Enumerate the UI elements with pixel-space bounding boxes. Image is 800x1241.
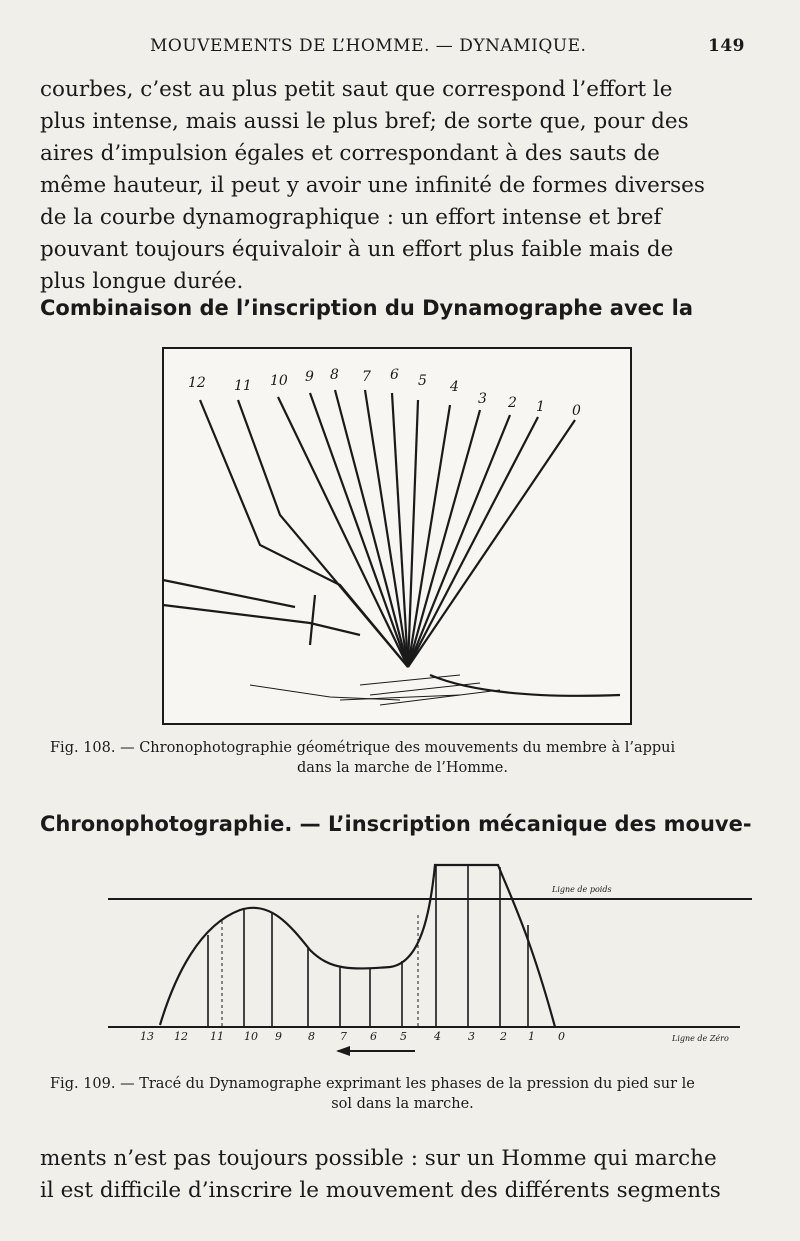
fig108-label: 10 bbox=[270, 373, 288, 389]
fig108-label: 4 bbox=[450, 379, 459, 395]
fig109-axis-label: 1 bbox=[528, 1030, 535, 1043]
figure-108-drawing bbox=[160, 345, 636, 731]
running-title: MOUVEMENTS DE L’HOMME. — DYNAMIQUE. bbox=[150, 36, 587, 56]
section-heading: Chronophotographie. — L’inscription mécanique des mouve- bbox=[40, 812, 752, 836]
text-line: il est difficile d’inscrire le mouvement des différents segments bbox=[40, 1178, 721, 1203]
fig109-axis-label: 9 bbox=[275, 1030, 282, 1043]
figure-108 bbox=[160, 345, 636, 735]
fig108-label: 11 bbox=[234, 378, 252, 394]
text-line: plus longue durée. bbox=[40, 269, 244, 294]
fig109-axis-label: 12 bbox=[174, 1030, 188, 1043]
fig108-label: 7 bbox=[362, 369, 371, 385]
text-line: ments n’est pas toujours possible : sur un Homme qui marche bbox=[40, 1146, 717, 1171]
fig108-label: 1 bbox=[536, 399, 545, 415]
figure-108-caption bbox=[50, 738, 755, 778]
fig109-axis-label: 13 bbox=[140, 1030, 154, 1043]
intro-paragraph bbox=[40, 74, 746, 298]
text-line: même hauteur, il peut y avoir une infinité de formes diverses bbox=[40, 173, 705, 198]
figure-109-drawing bbox=[100, 855, 760, 1065]
fig109-axis-label: 7 bbox=[340, 1030, 347, 1043]
fig109-axis-label: 4 bbox=[434, 1030, 441, 1043]
figure-109 bbox=[100, 855, 760, 1069]
fig108-label: 5 bbox=[418, 373, 427, 389]
fig109-axis-label: 10 bbox=[244, 1030, 258, 1043]
fig108-label: 0 bbox=[572, 403, 581, 419]
caption-line: dans la marche de l’Homme. bbox=[297, 760, 508, 776]
figure-109-caption bbox=[50, 1074, 755, 1114]
text-line: courbes, c’est au plus petit saut que correspond l’effort le bbox=[40, 77, 673, 102]
fig108-label: 12 bbox=[188, 375, 206, 391]
text-line: pouvant toujours équivaloir à un effort plus faible mais de bbox=[40, 237, 674, 262]
fig109-axis-label: 11 bbox=[210, 1030, 224, 1043]
page-number: 149 bbox=[708, 36, 745, 56]
caption-line: Fig. 109. — Tracé du Dynamographe exprimant les phases de la pression du pied sur le bbox=[50, 1076, 695, 1092]
fig108-label: 3 bbox=[478, 391, 487, 407]
fig108-label: 2 bbox=[508, 395, 517, 411]
text-line: aires d’impulsion égales et correspondant à des sauts de bbox=[40, 141, 660, 166]
text-line: de la courbe dynamographique : un effort intense et bref bbox=[40, 205, 662, 230]
fig108-label: 6 bbox=[390, 367, 399, 383]
fig109-axis-label: 6 bbox=[370, 1030, 377, 1043]
closing-paragraph bbox=[40, 1143, 746, 1207]
text-line: plus intense, mais aussi le plus bref; de sorte que, pour des bbox=[40, 109, 689, 134]
fig109-axis-label: 2 bbox=[500, 1030, 507, 1043]
fig109-axis-label: 8 bbox=[308, 1030, 315, 1043]
fig108-label: 9 bbox=[305, 369, 314, 385]
fig109-axis-label: 5 bbox=[400, 1030, 407, 1043]
fig108-label: 8 bbox=[330, 367, 339, 383]
caption-line: sol dans la marche. bbox=[331, 1096, 474, 1112]
fig109-axis-label: 0 bbox=[558, 1030, 565, 1043]
fig109-axis-label: 3 bbox=[468, 1030, 475, 1043]
caption-line: Fig. 108. — Chronophotographie géométrique des mouvements du membre à l’appui bbox=[50, 740, 676, 756]
top-line-label: Ligne de poids bbox=[552, 885, 612, 894]
zero-line-label: Ligne de Zéro bbox=[672, 1034, 729, 1043]
section-heading: Combinaison de l’inscription du Dynamographe avec la bbox=[40, 296, 693, 320]
